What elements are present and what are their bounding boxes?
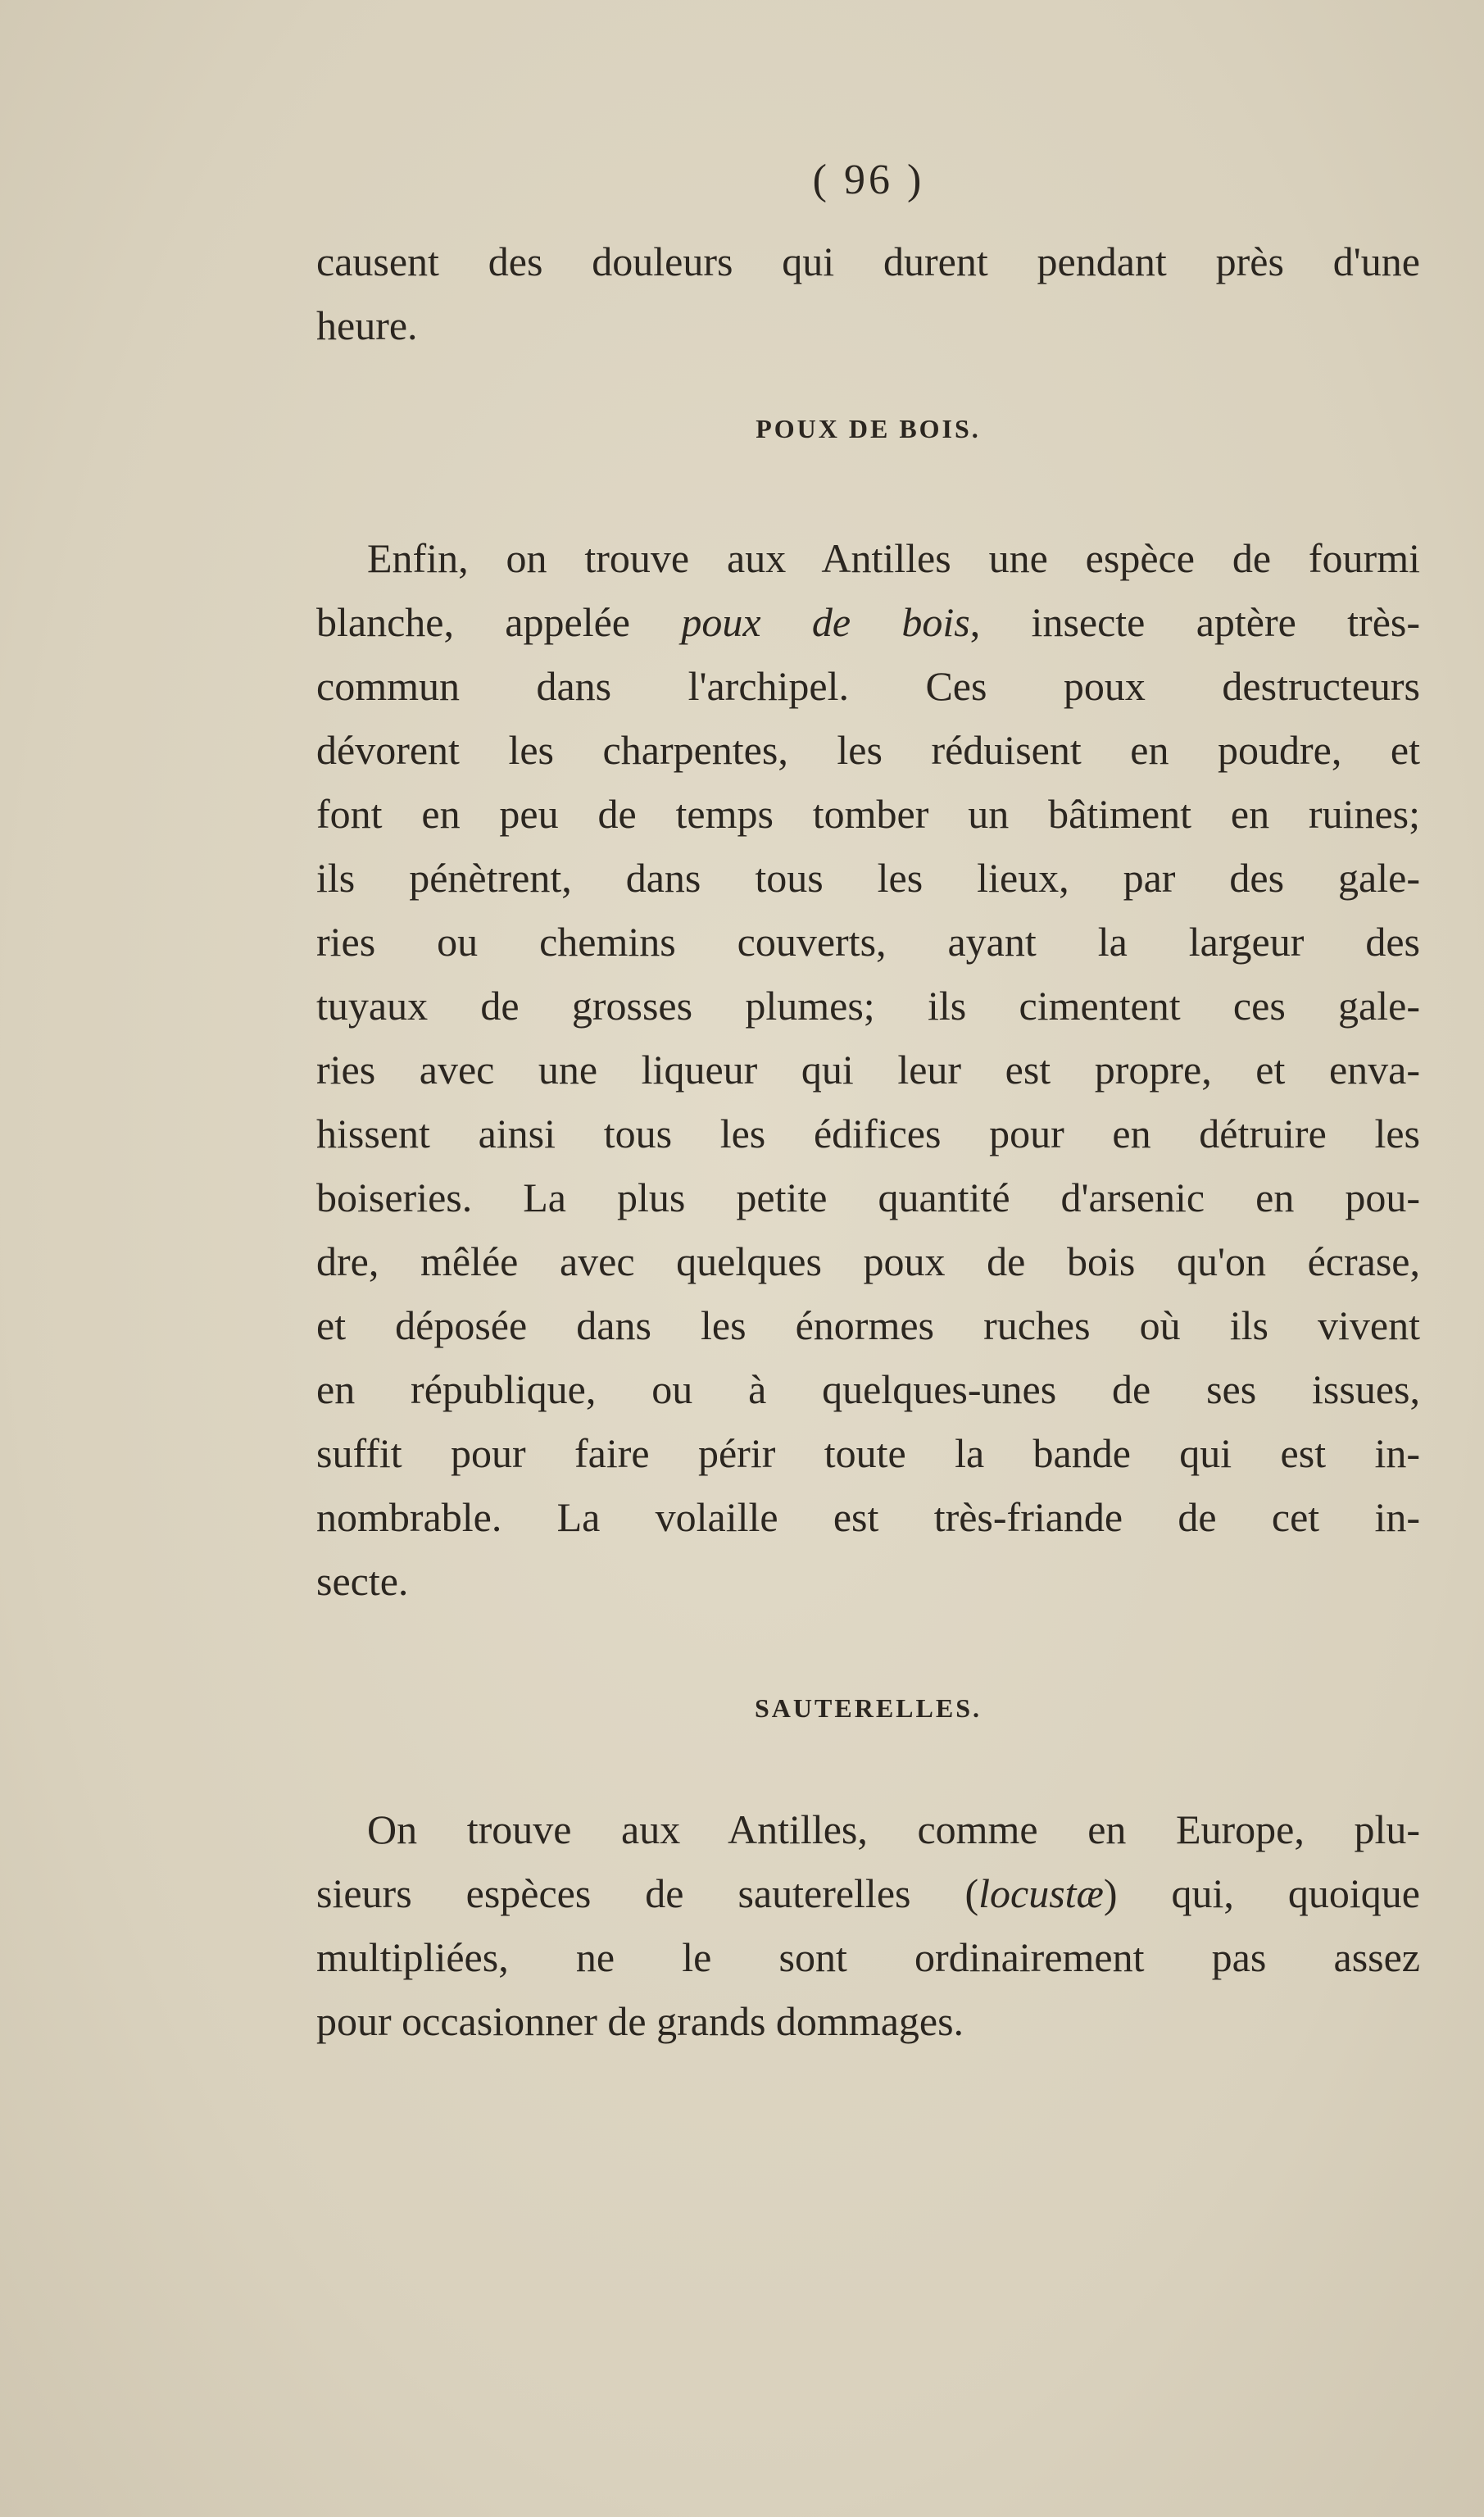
text-line: boiseries. La plus petite quantité d'arsenic en pou- — [316, 1174, 1420, 1220]
text-line: multipliées, ne le sont ordinairement pas assez — [316, 1934, 1420, 1980]
text-line: Enfin, on trouve aux Antilles une espèce de fourmi — [367, 535, 1420, 581]
text-line: tuyaux de grosses plumes; ils cimentent ces gale- — [316, 983, 1420, 1029]
text-line: et déposée dans les énormes ruches où ils vivent — [316, 1302, 1420, 1348]
text-segment: sieurs espèces de sauterelles ( — [316, 1870, 979, 1916]
text-line: secte. — [316, 1558, 409, 1604]
text-line: ils pénètrent, dans tous les lieux, par des gale- — [316, 855, 1420, 901]
paragraph-poux-de-bois — [316, 526, 1420, 1613]
text-line: en république, ou à quelques-unes de ses issues, — [316, 1366, 1420, 1412]
text-line: ries avec une liqueur qui leur est propre, et enva- — [316, 1047, 1420, 1093]
text-line: dre, mêlée avec quelques poux de bois qu'on écrase, — [316, 1238, 1420, 1284]
section-title-poux-de-bois: POUX DE BOIS. — [756, 414, 981, 443]
text-line: pour occasionner de grands dommages. — [316, 1998, 964, 2044]
page-number: ( 96 ) — [812, 157, 925, 203]
continuation-paragraph — [316, 229, 1420, 357]
text-line: heure. — [316, 302, 418, 348]
text-line: commun dans l'archipel. Ces poux destructeurs — [316, 663, 1420, 709]
text-line — [316, 590, 1420, 654]
section-title-sauterelles: SAUTERELLES. — [755, 1693, 982, 1723]
text-segment: ) qui, quoique — [1103, 1870, 1420, 1916]
text-line: dévorent les charpentes, les réduisent en poudre, et — [316, 727, 1420, 773]
italic-term: poux de bois — [681, 599, 970, 645]
paragraph-sauterelles — [316, 1797, 1420, 2053]
text-line: On trouve aux Antilles, comme en Europe, plu- — [367, 1806, 1420, 1852]
text-line: ries ou chemins couverts, ayant la largeur des — [316, 919, 1420, 965]
text-line: nombrable. La volaille est très-friande de cet in- — [316, 1494, 1420, 1540]
text-line: causent des douleurs qui durent pendant près d'une — [316, 239, 1420, 284]
italic-term: locustæ — [978, 1870, 1104, 1916]
text-line: font en peu de temps tomber un bâtiment en ruines; — [316, 791, 1420, 837]
text-segment: blanche, appelée — [316, 599, 682, 645]
text-line: suffit pour faire périr toute la bande qui est in- — [316, 1430, 1420, 1476]
text-segment: , insecte aptère très- — [969, 599, 1421, 645]
text-line: hissent ainsi tous les édifices pour en détruire les — [316, 1111, 1420, 1156]
text-line — [316, 1861, 1420, 1925]
